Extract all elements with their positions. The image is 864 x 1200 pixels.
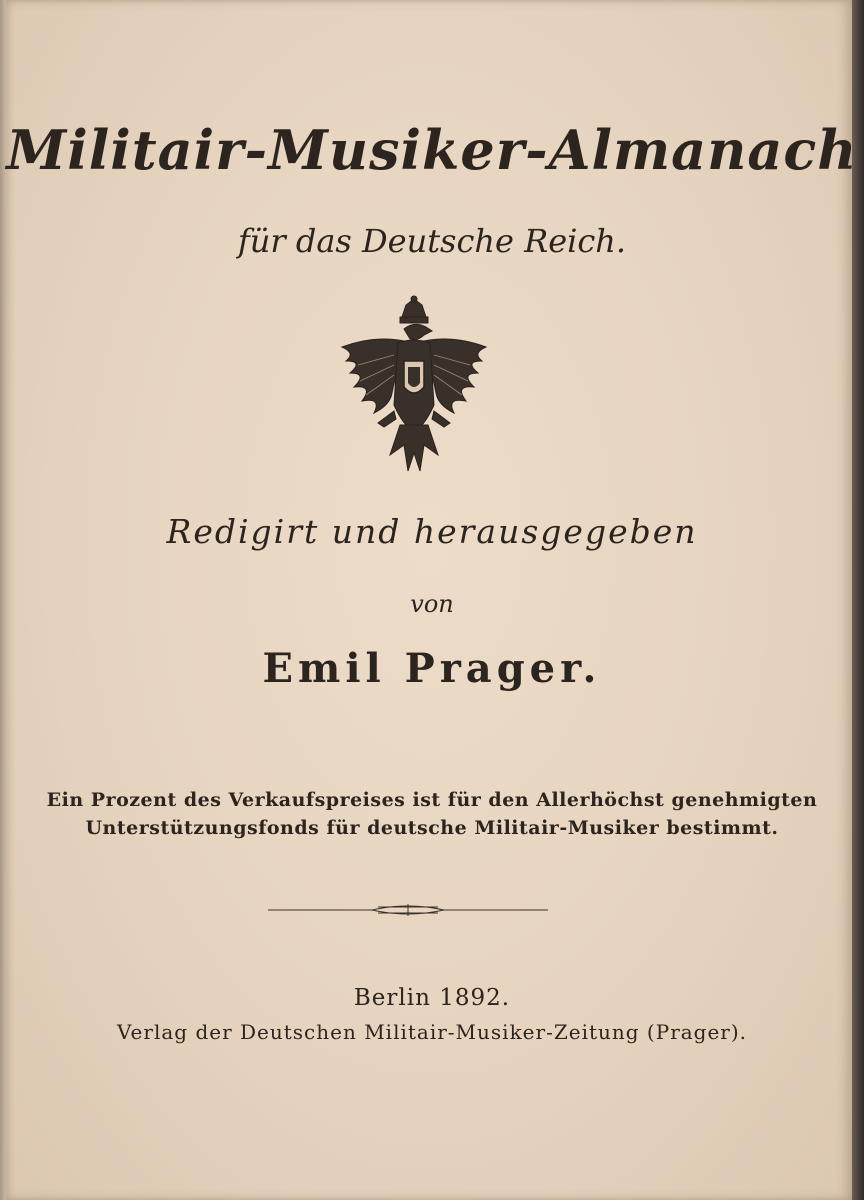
imperial-eagle-icon xyxy=(334,295,494,480)
author-name: Emil Prager. xyxy=(262,645,602,692)
edited-by-line: Redigirt und herausgegeben xyxy=(166,512,698,551)
by-word: von xyxy=(410,590,454,618)
book-subtitle: für das Deutsche Reich. xyxy=(237,222,627,260)
place-and-year: Berlin 1892. xyxy=(353,985,511,1011)
charity-note-line-1: Ein Prozent des Verkaufspreises ist für den Allerhöchst genehmigten xyxy=(46,789,818,811)
charity-note-line-2: Unterstützungsfonds für deutsche Militair-Musiker bestimmt. xyxy=(85,817,779,839)
ornamental-rule xyxy=(268,902,548,918)
book-title: Militair-Musiker-Almanach xyxy=(6,118,858,182)
publisher-line: Verlag der Deutschen Militair-Musiker-Zeitung (Prager). xyxy=(116,1020,748,1044)
